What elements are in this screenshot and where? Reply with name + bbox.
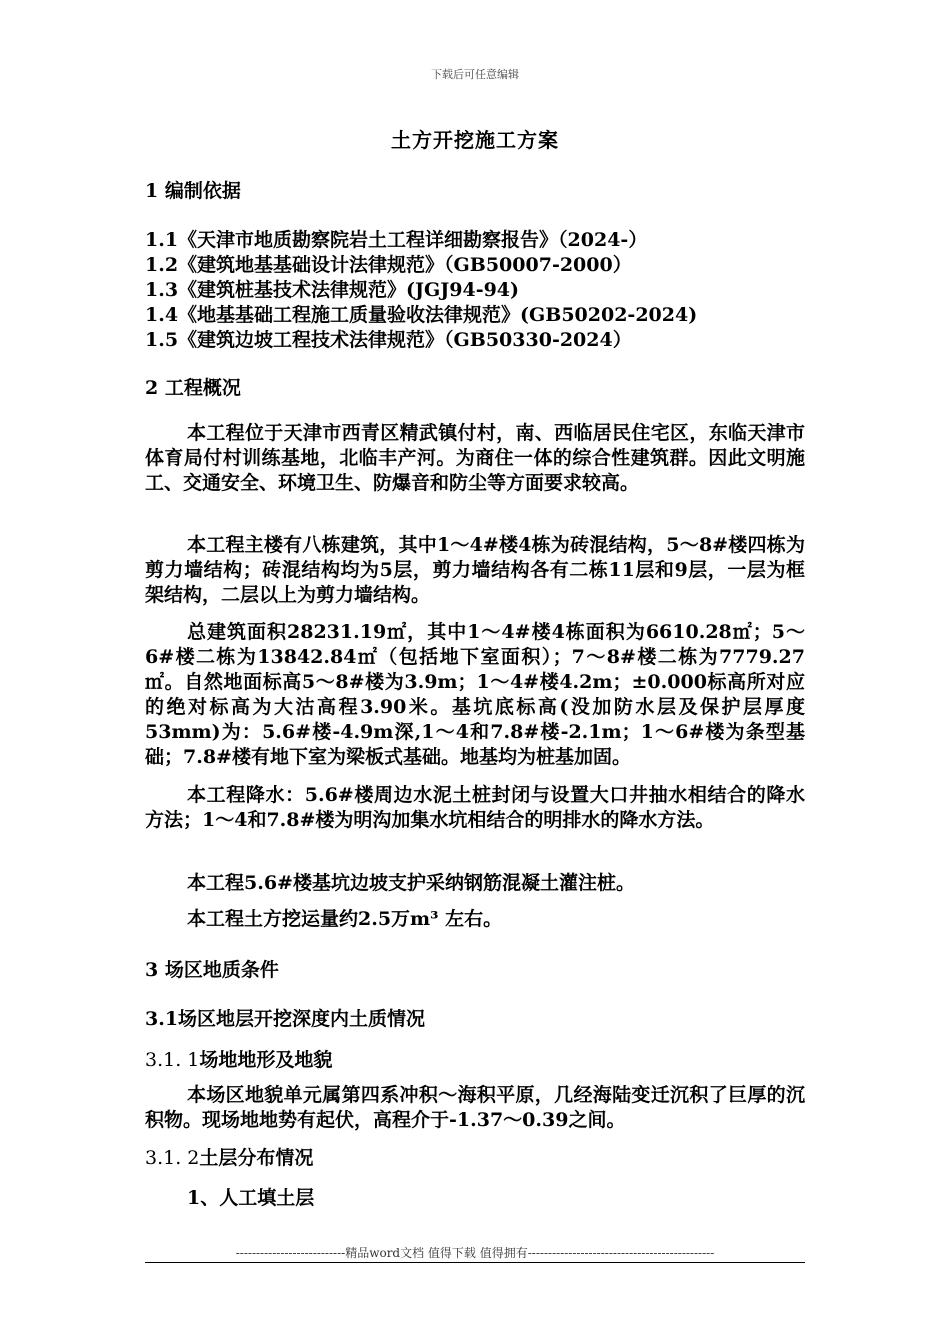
paragraph-dewatering: 本工程降水：5.6#楼周边水泥土桩封闭与设置大口井抽水相结合的降水方法；1～4和7.8#楼为明沟加集水坑相结合的明排水的降水方法。 [145,784,805,831]
document-title: 土方开挖施工方案 [391,128,559,152]
paragraph-landform: 本场区地貌单元属第四系冲积～海积平原，几经海陆变迁沉积了巨厚的沉积物。现场地地势有起伏，高程介于-1.37～0.39之间。 [145,1084,805,1131]
reference-1-5: 1.5《建筑边坡工程技术法律规范》（GB50330-2024） [145,329,632,351]
section-3-1-2-heading [145,1143,313,1170]
paragraph-location: 本工程位于天津市西青区精武镇付村，南、西临居民住宅区，东临天津市体育局付村训练基地，北临丰产河。为商住一体的综合性建筑群。因此文明施工、交通安全、环境卫生、防爆音和防尘等方面要求较高。 [145,422,805,494]
section-3-1-heading: 3.1场区地层开挖深度内土质情况 [145,1008,426,1030]
paragraph-buildings: 本工程主楼有八栋建筑，其中1～4#楼4栋为砖混结构，5～8#楼四栋为剪力墙结构；砖混结构均为5层，剪力墙结构各有二栋11层和9层，一层为框架结构，二层以上为剪力墙结构。 [145,534,805,606]
section-1-heading: 1 编制依据 [145,180,241,202]
paragraph-support: 本工程5.6#楼基坑边坡支护采纳钢筋混凝土灌注桩。 [187,872,635,894]
reference-1-2: 1.2《建筑地基基础设计法律规范》（GB50007-2000） [145,254,632,276]
soil-layer-item-1: 1、人工填土层 [187,1187,315,1209]
header-note: 下载后可任意编辑 [431,68,519,81]
section-3-1-1-heading [145,1045,332,1072]
paragraph-area: 总建筑面积28231.19㎡，其中1～4#楼4栋面积为6610.28㎡；5～6#楼二栋为13842.84㎡（包括地下室面积）；7～8#楼二栋为7779.27㎡。自然地面标高5～8#楼为3.9m；1～4#楼4.2m；±0.000标高所对应的绝对标高为大沽高程3.90米。基坑底标高(没加防水层及保护层厚度53mm)为：5.6#楼-4.9m深,1～4和7.8#楼-2.1m；1～6#楼为条型基础；7.8#楼有地下室为梁板式基础。地基均为桩基加固。 [145,621,805,768]
section-3-1-1-number: 3.1. 1 [145,1049,200,1071]
reference-1-4: 1.4《地基基础工程施工质量验收法律规范》(GB50202-2024) [145,304,698,326]
section-3-1-2-title: 土层分布情况 [199,1147,314,1169]
section-3-1-1-title: 场地地形及地貌 [199,1049,333,1071]
paragraph-volume: 本工程土方挖运量约2.5万m³ 左右。 [187,908,503,930]
section-3-1-2-number: 3.1. 2 [145,1147,200,1169]
footer-divider [145,1262,805,1263]
reference-1-1: 1.1《天津市地质勘察院岩土工程详细勘察报告》（2024-） [145,229,648,251]
section-3-heading: 3 场区地质条件 [145,959,279,981]
section-2-heading: 2 工程概况 [145,377,241,399]
footer-note: ---------------------------精品word文档 值得下载 值得拥有---------------------------------------------- [235,1246,715,1260]
reference-1-3: 1.3《建筑桩基技术法律规范》(JGJ94-94) [145,279,520,301]
